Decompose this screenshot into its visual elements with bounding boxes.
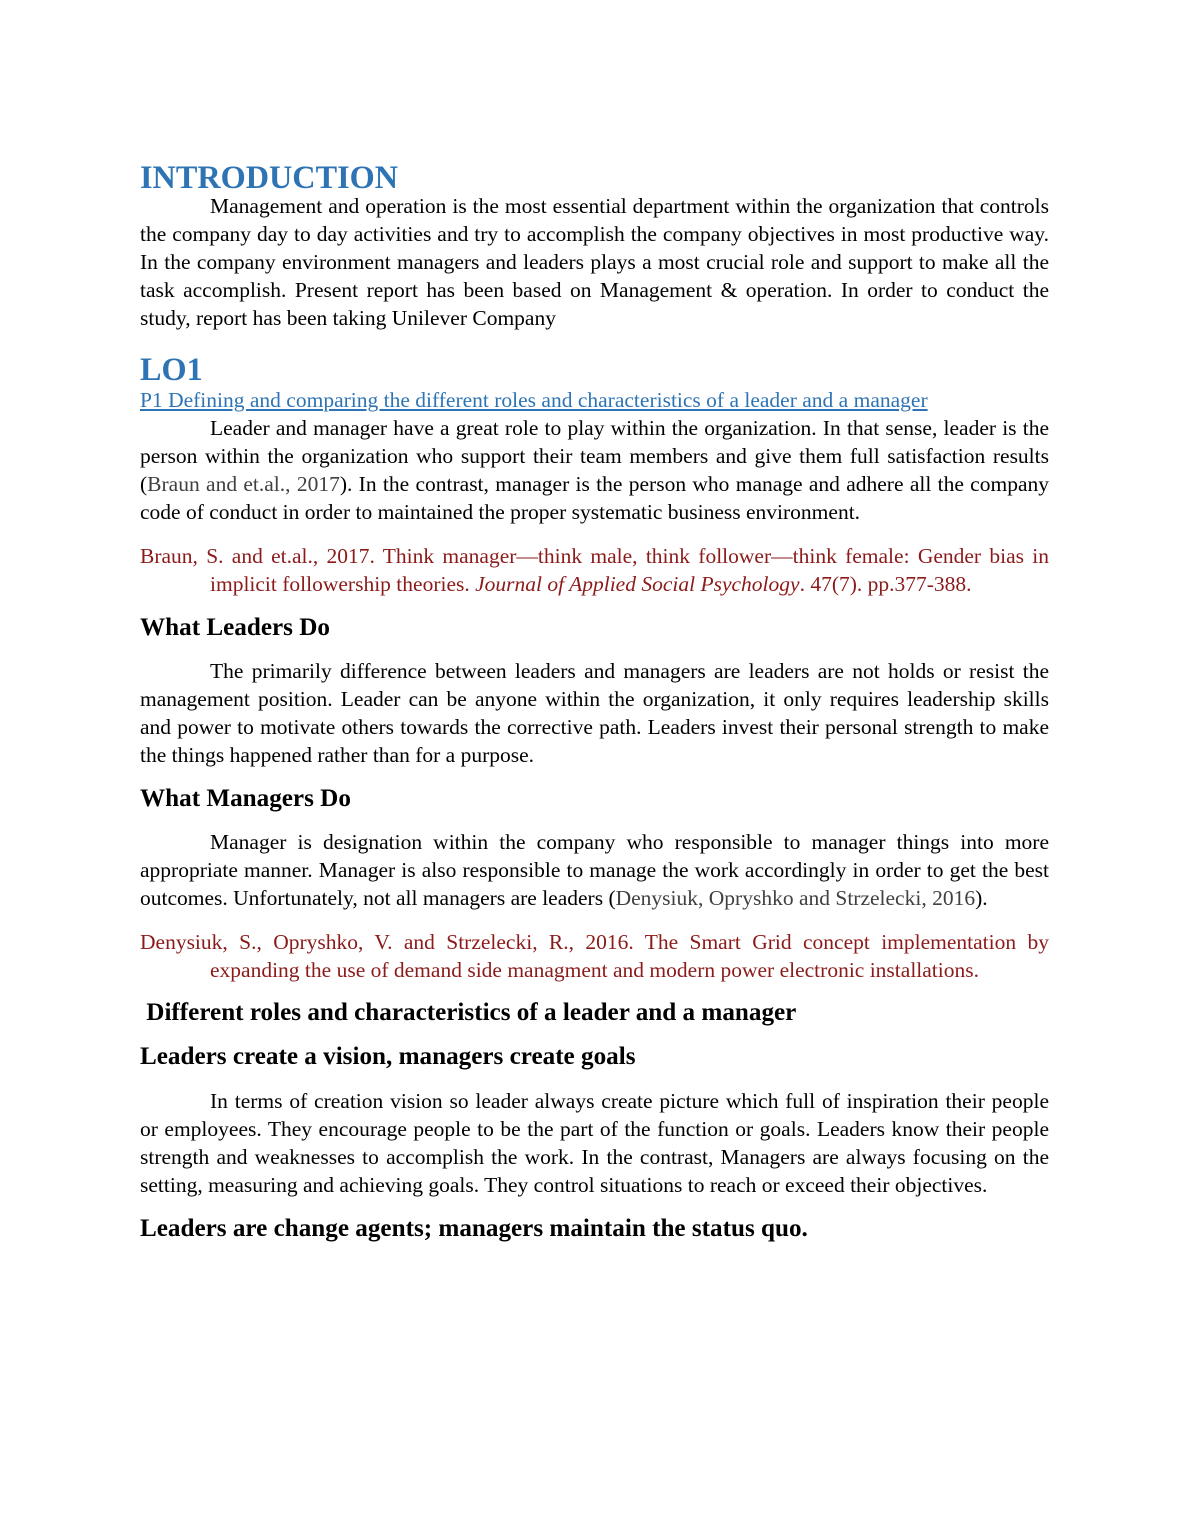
introduction-heading: INTRODUCTION: [140, 159, 399, 195]
what-leaders-do-heading: What Leaders Do: [140, 614, 330, 641]
vision-goals-paragraph: In terms of creation vision so leader always create picture which full of inspiration their people or employees. They encourage people to be the part of the function or goals. Leaders know their people strength and weaknesses to accomplish the work. In the contrast, Managers are always focusing on the setting, measuring and achieving goals. They control situations to reach or exceed their objectives.: [140, 1089, 1049, 1197]
introduction-paragraph: Management and operation is the most essential department within the organization that controls the company day to day activities and try to accomplish the company objectives in most productive way. In the company environment managers and leaders plays a most crucial role and support to make all the task accomplish. Present report has been based on Management & operation. In order to conduct the study, report has been taking Unilever Company: [140, 194, 1049, 330]
vision-goals-heading: Leaders create a vision, managers create goals: [140, 1043, 636, 1070]
braun-reference: [140, 542, 1049, 598]
braun-citation: Braun and et.al., 2017: [147, 472, 340, 496]
what-managers-do-paragraph: [140, 828, 1049, 912]
lo1-paragraph-text-b: ). In the contrast, manager is the person who manage and adhere all the company code of conduct in order to maintained the proper systematic business environment.: [140, 472, 1049, 524]
change-agents-heading: Leaders are change agents; managers maintain the status quo.: [140, 1215, 808, 1242]
what-managers-do-heading: What Managers Do: [140, 785, 351, 812]
braun-reference-text: Braun, S. and et.al., 2017. Think manager—think male, think follower—think female: Gender bias in implicit followership theories.: [140, 544, 1049, 596]
roles-heading: Different roles and characteristics of a leader and a manager: [140, 999, 797, 1026]
braun-reference-volume: . 47(7). pp.377-388.: [799, 572, 972, 596]
lo1-paragraph-text-a: Leader and manager have a great role to play within the organization. In that sense, leader is the person within the organization who support their team members and give them full satisfaction results (: [140, 416, 1049, 496]
what-managers-do-text-b: ).: [975, 886, 988, 910]
braun-reference-journal: Journal of Applied Social Psychology: [475, 572, 800, 596]
lo1-heading: LO1: [140, 351, 203, 387]
p1-section-link[interactable]: P1 Defining and comparing the different roles and characteristics of a leader and a manager: [140, 388, 928, 412]
what-leaders-do-paragraph: The primarily difference between leaders and managers are leaders are not holds or resist the management position. Leader can be anyone within the organization, it only requires leadership skills and power to motivate others towards the corrective path. Leaders invest their personal strength to make the things happened rather than for a purpose.: [140, 659, 1049, 767]
what-managers-do-text-a: Manager is designation within the company who responsible to manager things into more appropriate manner. Manager is also responsible to manage the work accordingly in order to get the best outcomes. Unfortunately, not all managers are leaders (: [140, 830, 1049, 910]
denysiuk-citation: Denysiuk, Opryshko and Strzelecki, 2016: [615, 886, 976, 910]
document-page: [140, 159, 1049, 1243]
denysiuk-reference: Denysiuk, S., Opryshko, V. and Strzelecki, R., 2016. The Smart Grid concept implementation by expanding the use of demand side managment and modern power electronic installations.: [140, 930, 1049, 982]
lo1-paragraph: [140, 414, 1049, 526]
